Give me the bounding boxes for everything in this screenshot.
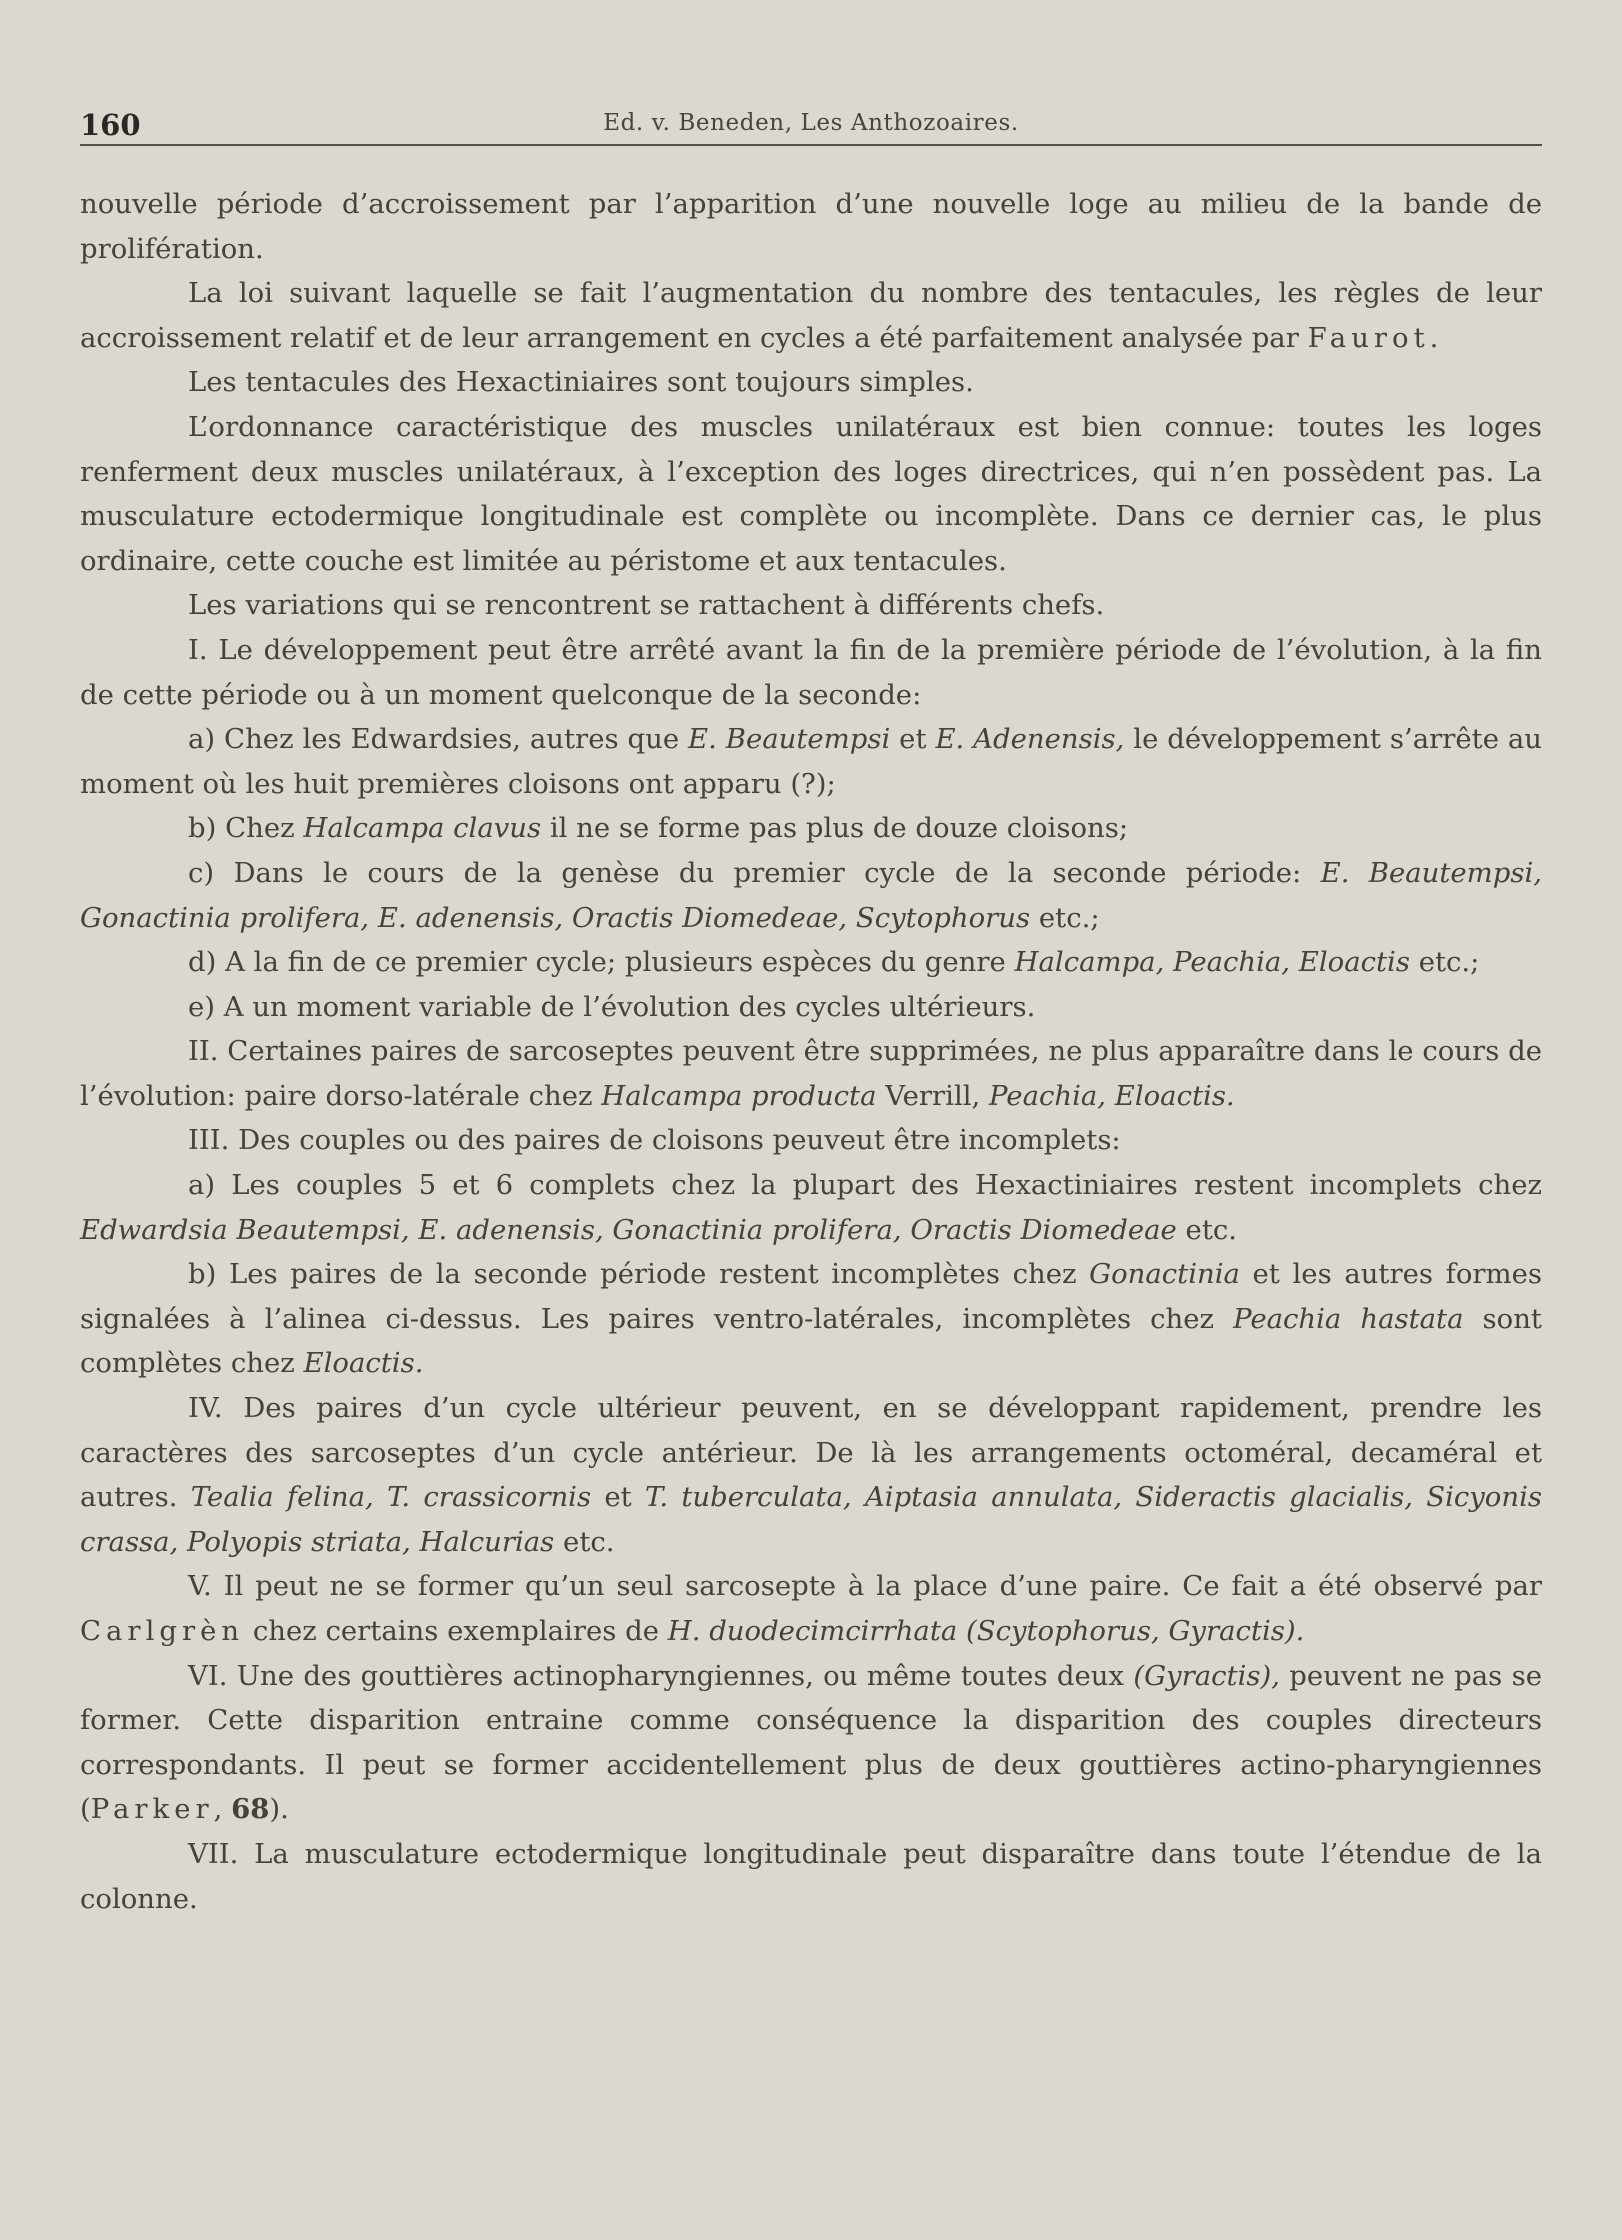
species-name: Gonactinia: [1089, 1258, 1240, 1291]
paragraph: Les tentacules des Hexactiniaires sont toujours simples.: [188, 366, 974, 399]
author-name: Faurot: [1307, 321, 1430, 354]
species-name: Peachia hastata: [1233, 1302, 1464, 1335]
species-name: Halcampa clavus: [303, 812, 542, 845]
species-name: Peachia, Eloactis.: [989, 1079, 1235, 1112]
paragraph: e) A un moment variable de l’évolution des cycles ultérieurs.: [188, 990, 1036, 1023]
paragraph: nouvelle période d’accroissement par l’apparition d’une nouvelle loge au milieu de la bande de prolifération.: [80, 188, 1542, 265]
paragraph: b) Les paires de la seconde période restent incomplètes chez Gonactinia et les autres formes signalées à l’alinea ci-dessus. Les paires ventro-latérales, incomplètes chez Peachia hastata sont complètes chez Eloactis.: [80, 1258, 1542, 1380]
species-name: E. Beautempsi: [688, 723, 891, 756]
paragraph: d) A la fin de ce premier cycle; plusieurs espèces du genre Halcampa, Peachia, Eloactis etc.;: [188, 946, 1480, 979]
species-name: E. Adenensis,: [935, 723, 1125, 756]
page-number: 160: [80, 108, 141, 142]
species-name: Tealia felina, T. crassicornis: [190, 1481, 592, 1514]
paragraph: VII. La musculature ectodermique longitudinale peut disparaître dans toute l’étendue de la colonne.: [80, 1837, 1542, 1915]
paragraph: L’ordonnance caractéristique des muscles unilatéraux est bien connue: toutes les loges renferment deux muscles unilatéraux, à l’exception des loges directrices, qui n’en possèdent pas. La musculature ectodermique longitudinale est complète ou incomplète. Dans ce dernier cas, le plus ordinaire, cette couche est limitée au péristome et aux tentacules.: [80, 410, 1542, 577]
paragraph: Les variations qui se rencontrent se rattachent à différents chefs.: [188, 589, 1105, 622]
species-name: Eloactis.: [303, 1347, 424, 1380]
author-name: Carlgrèn: [80, 1615, 245, 1647]
paragraph: La loi suivant laquelle se fait l’augmentation du nombre des tentacules, les règles de leur accroissement relatif et de leur arrangement en cycles a été parfaitement analysée par Faurot.: [80, 277, 1542, 354]
running-title: Ed. v. Beneden, Les Anthozoaires.: [603, 110, 1019, 136]
author-name: Parker: [90, 1793, 214, 1826]
paragraph: a) Les couples 5 et 6 complets chez la plupart des Hexactiniaires restent incomplets chez Edwardsia Beautempsi, E. adenensis, Gonactinia prolifera, Oractis Diomedeae etc.: [80, 1169, 1542, 1246]
species-name: H. duodecimcirrhata (Scytophorus, Gyractis).: [667, 1615, 1305, 1647]
species-name: T. tuberculata, Aiptasia annulata, Sideractis glacialis, Sicyonis crassa, Polyopis striata, Halcurias: [80, 1481, 1542, 1558]
species-name: Edwardsia Beautempsi, E. adenensis, Gonactinia prolifera, Oractis Diomedeae: [80, 1213, 1177, 1246]
paragraph: IV. Des paires d’un cycle ultérieur peuvent, en se développant rapidement, prendre les caractères des sarcoseptes d’un cycle antérieur. De là les arrangements octoméral, decaméral et autres. Tealia felina, T. crassicornis et T. tuberculata, Aiptasia annulata, Sideractis glacialis, Sicyonis crassa, Polyopis striata, Halcurias etc.: [80, 1392, 1542, 1558]
paragraph: III. Des couples ou des paires de cloisons peuveut être incomplets:: [188, 1124, 1121, 1157]
species-name: Halcampa producta: [601, 1079, 877, 1112]
paragraph: V. Il peut ne se former qu’un seul sarcosepte à la place d’une paire. Ce fait a été observé par Carlgrèn chez certains exemplaires de H. duodecimcirrhata (Scytophorus, Gyractis).: [80, 1570, 1542, 1647]
body-text: [80, 182, 1542, 1921]
paragraph: c) Dans le cours de la genèse du premier cycle de la seconde période: E. Beautempsi, Gonactinia prolifera, E. adenensis, Oractis Diomedeae, Scytophorus etc.;: [80, 856, 1542, 934]
species-name: (Gyractis),: [1133, 1659, 1280, 1692]
paragraph: VI. Une des gouttières actinopharyngiennes, ou même toutes deux (Gyractis), peuvent ne pas se former. Cette disparition entraine comme conséquence la disparition des couples directeurs correspondants. Il peut se former accidentellement plus de deux gouttières actino-pharyngiennes (Parker, 68).: [80, 1659, 1542, 1826]
species-name: E. Beautempsi, Gonactinia prolifera, E. adenensis, Oractis Diomedeae, Scytophorus: [80, 856, 1542, 934]
species-name: Halcampa, Peachia, Eloactis: [1014, 946, 1410, 979]
paragraph: II. Certaines paires de sarcoseptes peuvent être supprimées, ne plus apparaître dans le cours de l’évolution: paire dorso-latérale chez Halcampa producta Verrill, Peachia, Eloactis.: [80, 1035, 1542, 1112]
paragraph: a) Chez les Edwardsies, autres que E. Beautempsi et E. Adenensis, le développement s’arrête au moment où les huit premières cloisons ont apparu (?);: [80, 723, 1543, 800]
page-header: [80, 106, 1542, 146]
paragraph: I. Le développement peut être arrêté avant la fin de la première période de l’évolution, à la fin de cette période ou à un moment quelconque de la seconde:: [80, 633, 1542, 711]
reference-number: 68: [231, 1793, 270, 1826]
paragraph: b) Chez Halcampa clavus il ne se forme pas plus de douze cloisons;: [188, 812, 1129, 845]
